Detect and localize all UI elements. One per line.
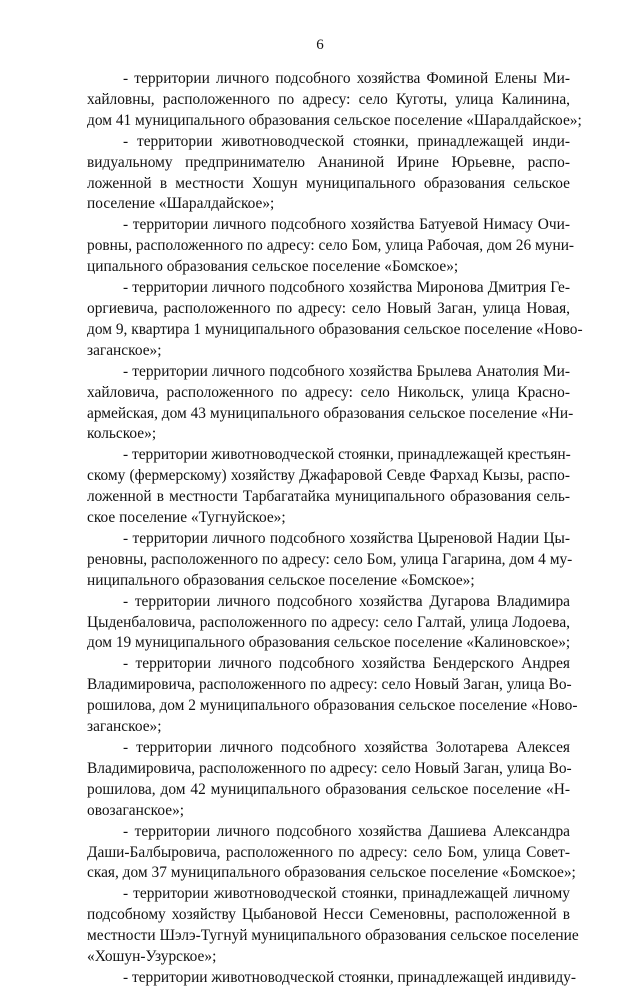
text-line: - территории личного подсобного хозяйства Батуевой Нимасу Очи- <box>123 216 570 234</box>
text-line: ровны, расположенного по адресу: село Бом, улица Рабочая, дом 26 муни- <box>87 237 575 255</box>
text-line: дом 41 муниципального образования сельское поселение «Шаралдайское»; <box>87 111 582 129</box>
list-item-paragraph <box>87 132 570 216</box>
list-item-paragraph <box>87 654 578 738</box>
text-line: ципального образования сельское поселение «Бомское»; <box>87 258 459 276</box>
text-line: - территории личного подсобного хозяйства Золотарева Алексея <box>123 739 570 756</box>
text-line: овозаганское»; <box>87 801 185 819</box>
list-item-paragraph <box>87 445 570 529</box>
text-line: подсобному хозяйству Цыбановой Несси Семеновны, расположенной в <box>87 906 570 924</box>
page-number: 6 <box>316 37 324 53</box>
text-line: рошилова, дом 2 муниципального образования сельское поселение «Ново- <box>87 697 578 715</box>
text-line: Цыденбаловича, расположенного по адресу: село Галтай, улица Лодоева, <box>87 613 570 631</box>
text-line: Даши-Балбыровича, расположенного по адресу: село Бом, улица Совет- <box>87 843 570 861</box>
text-line: скому (фермерскому) хозяйству Джафаровой Севде Фархад Кызы, распо- <box>87 467 570 485</box>
list-item-paragraph <box>87 278 583 362</box>
list-item-paragraph <box>87 738 570 822</box>
list-item-paragraph <box>87 69 582 132</box>
text-line: - территории животноводческой стоянки, принадлежащей инди- <box>123 132 570 150</box>
text-line: заганское»; <box>87 718 162 736</box>
text-line: - территории личного подсобного хозяйства Миронова Дмитрия Ге- <box>123 279 570 297</box>
text-line: ложенной в местности Тарбагатайка муниципального образования сель- <box>87 488 570 506</box>
text-line: Владимировича, расположенного по адресу: село Новый Заган, улица Во- <box>87 759 572 777</box>
list-item-paragraph <box>87 215 575 278</box>
text-line: Владимировича, расположенного по адресу: село Новый Заган, улица Во- <box>87 676 572 694</box>
text-line: видуальному предпринимателю Ананиной Ирине Юрьевне, распо- <box>87 153 570 171</box>
text-line: дом 19 муниципального образования сельское поселение «Калиновское»; <box>87 634 571 652</box>
text-line: рошилова, дом 42 муниципального образования сельское поселение «Н- <box>87 780 570 798</box>
text-line: - территории личного подсобного хозяйства Цыреновой Надии Цы- <box>123 529 570 547</box>
list-item-paragraph <box>87 592 570 655</box>
text-line: - территории животноводческой стоянки, принадлежащей крестьян- <box>123 446 571 464</box>
text-line: ская, дом 37 муниципального образования сельское поселение «Бомское»; <box>87 864 576 882</box>
text-line: кольское»; <box>87 425 157 443</box>
document-body <box>87 69 583 989</box>
text-line: - территории личного подсобного хозяйства Дашиева Александра <box>123 822 570 840</box>
text-line: ское поселение «Тугнуйское»; <box>87 509 286 527</box>
text-line: армейская, дом 43 муниципального образования сельское поселение «Ни- <box>87 404 574 422</box>
list-item-paragraph <box>87 822 576 885</box>
text-line: ниципального образования сельское поселение «Бомское»; <box>87 571 475 589</box>
text-line: оргиевича, расположенного по адресу: село Новый Заган, улица Новая, <box>87 299 570 317</box>
text-line: хайловича, расположенного по адресу: село Никольск, улица Красно- <box>87 383 570 401</box>
list-item-paragraph <box>87 968 577 989</box>
text-line: «Хошун-Узурское»; <box>87 948 217 966</box>
list-item-paragraph <box>87 529 573 592</box>
text-line: - территории личного подсобного хозяйства Бендерского Андрея <box>123 655 570 673</box>
list-item-paragraph <box>87 884 579 968</box>
text-line: поселение «Шаралдайское»; <box>87 195 275 213</box>
text-line: реновны, расположенного по адресу: село Бом, улица Гагарина, дом 4 му- <box>87 550 573 568</box>
text-line: - территории животноводческой стоянки, принадлежащей личному <box>123 885 570 903</box>
text-line: хайловны, расположенного по адресу: село Куготы, улица Калинина, <box>87 90 570 108</box>
text-line: заганское»; <box>87 341 162 359</box>
text-line: - территории личного подсобного хозяйства Фоминой Елены Ми- <box>123 70 570 87</box>
text-line: - территории животноводческой стоянки, принадлежащей индивиду- <box>123 968 577 986</box>
text-line: местности Шэлэ-Тугнуй муниципального образования сельское поселение <box>87 927 579 945</box>
text-line: - территории личного подсобного хозяйства Брылева Анатолия Ми- <box>123 362 570 380</box>
text-line: ложенной в местности Хошун муниципального образования сельское <box>87 174 570 192</box>
text-line: - территории личного подсобного хозяйства Дугарова Владимира <box>123 592 570 610</box>
text-line: дом 9, квартира 1 муниципального образования сельское поселение «Ново- <box>87 320 583 338</box>
list-item-paragraph <box>87 362 574 446</box>
